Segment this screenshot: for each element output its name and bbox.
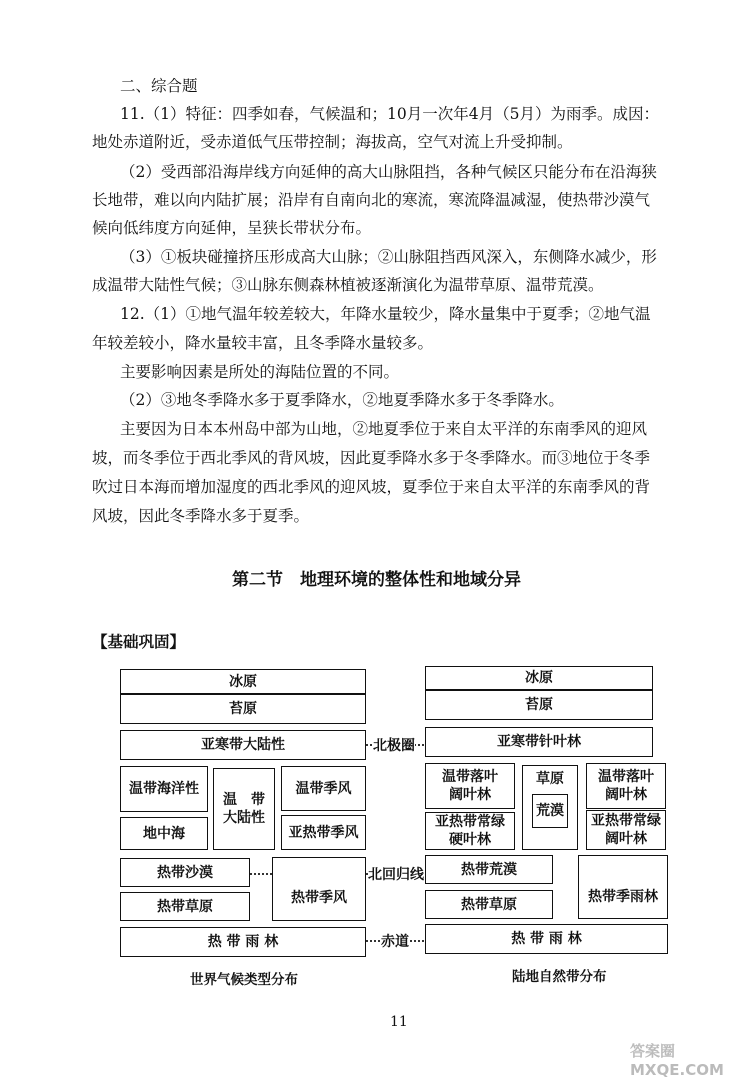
tropic-line-left bbox=[250, 873, 272, 875]
climate-tropical-desert: 热带沙漠 bbox=[120, 858, 250, 887]
zone-temperate-deciduous-right: 温带落叶 阔叶林 bbox=[586, 763, 666, 809]
answer-line: 坡，而冬季位于西北季风的背风坡，因此夏季降水多于冬季降水。而③地位于冬季 bbox=[92, 449, 651, 467]
climate-tropical-rainforest: 热 带 雨 林 bbox=[120, 927, 366, 957]
answer-line: 吹过日本海而增加湿度的西北季风的迎风坡，夏季位于来自太平洋的东南季风的背 bbox=[92, 478, 651, 496]
zone-tropical-grassland: 热带草原 bbox=[425, 890, 553, 919]
climate-subtropical-monsoon: 亚热带季风 bbox=[281, 815, 366, 850]
zone-subtropical-sclerophyll: 亚热带常绿 硬叶林 bbox=[425, 812, 515, 850]
climate-tropical-grassland: 热带草原 bbox=[120, 892, 250, 921]
section-label: 二、综合题 bbox=[120, 77, 198, 95]
answer-line: 成温带大陆性气候；③山脉东侧森林植被逐渐演化为温带草原、温带荒漠。 bbox=[92, 276, 604, 294]
zone-tundra: 苔原 bbox=[425, 690, 653, 720]
climate-tundra: 苔原 bbox=[120, 694, 366, 724]
climate-tropical-monsoon: 热带季风 bbox=[272, 857, 366, 921]
answer-line: 地处赤道附近，受赤道低气压带控制；海拔高，空气对流上升受抑制。 bbox=[92, 133, 573, 151]
zone-desert-inner: 荒漠 bbox=[532, 794, 568, 828]
answer-line: 主要影响因素是所处的海陆位置的不同。 bbox=[120, 363, 400, 381]
subsection-title: 【基础巩固】 bbox=[92, 633, 186, 651]
page-number: 11 bbox=[390, 1014, 408, 1030]
zone-taiga: 亚寒带针叶林 bbox=[425, 727, 653, 757]
answer-line: 长地带，难以向内陆扩展；沿岸有自南向北的寒流，寒流降温减湿，使热带沙漠气 bbox=[92, 191, 651, 209]
climate-temperate-monsoon: 温带季风 bbox=[281, 766, 366, 811]
answer-line: 年较差较小，降水量较丰富，且冬季降水量较多。 bbox=[92, 334, 434, 352]
answer-line: （2）③地冬季降水多于夏季降水，②地夏季降水多于冬季降水。 bbox=[120, 391, 564, 409]
answer-line: （2）受西部沿海岸线方向延伸的高大山脉阻挡，各种气候区只能分布在沿海狭 bbox=[120, 163, 657, 181]
answer-line: 11.（1）特征：四季如春，气候温和；10月一次年4月（5月）为雨季。成因： bbox=[120, 105, 659, 123]
climate-ice: 冰原 bbox=[120, 669, 366, 694]
climate-mediterranean: 地中海 bbox=[120, 817, 208, 850]
climate-temperate-continental: 温 带 大陆性 bbox=[213, 768, 275, 850]
tropic-label: 北回归线 bbox=[368, 864, 424, 884]
answer-line: 12.（1）①地气温年较差较大，年降水量较少，降水量集中于夏季；②地气温 bbox=[120, 305, 651, 323]
answer-line: 候向低纬度方向延伸，呈狭长带状分布。 bbox=[92, 219, 372, 237]
climate-temperate-oceanic: 温带海洋性 bbox=[120, 766, 208, 812]
equator-label: 赤道 bbox=[381, 931, 409, 951]
zone-tropical-monsoon-forest: 热带季雨林 bbox=[578, 855, 668, 919]
zone-steppe-desert: 草原 荒漠 bbox=[522, 765, 578, 850]
zone-temperate-deciduous-left: 温带落叶 阔叶林 bbox=[425, 763, 515, 809]
arctic-circle-label: 北极圈 bbox=[373, 735, 415, 755]
zone-subtropical-evergreen: 亚热带常绿 阔叶林 bbox=[586, 810, 666, 850]
answer-line: （3）①板块碰撞挤压形成高大山脉；②山脉阻挡西风深入，东侧降水减少，形 bbox=[120, 248, 657, 266]
answer-line: 主要因为日本本州岛中部为山地，②地夏季位于来自太平洋的东南季风的迎风 bbox=[120, 420, 648, 438]
section-title: 第二节 地理环境的整体性和地域分异 bbox=[232, 570, 521, 590]
zone-ice: 冰原 bbox=[425, 666, 653, 690]
watermark: 答案圈 MXQE.COM bbox=[630, 1042, 724, 1079]
zone-tropical-rainforest: 热 带 雨 林 bbox=[425, 924, 668, 954]
answer-line: 风坡，因此冬季降水多于夏季。 bbox=[92, 507, 310, 525]
zone-tropical-desert: 热带荒漠 bbox=[425, 855, 553, 884]
right-caption: 陆地自然带分布 bbox=[512, 969, 607, 985]
left-caption: 世界气候类型分布 bbox=[190, 972, 298, 988]
climate-subarctic: 亚寒带大陆性 bbox=[120, 730, 366, 760]
